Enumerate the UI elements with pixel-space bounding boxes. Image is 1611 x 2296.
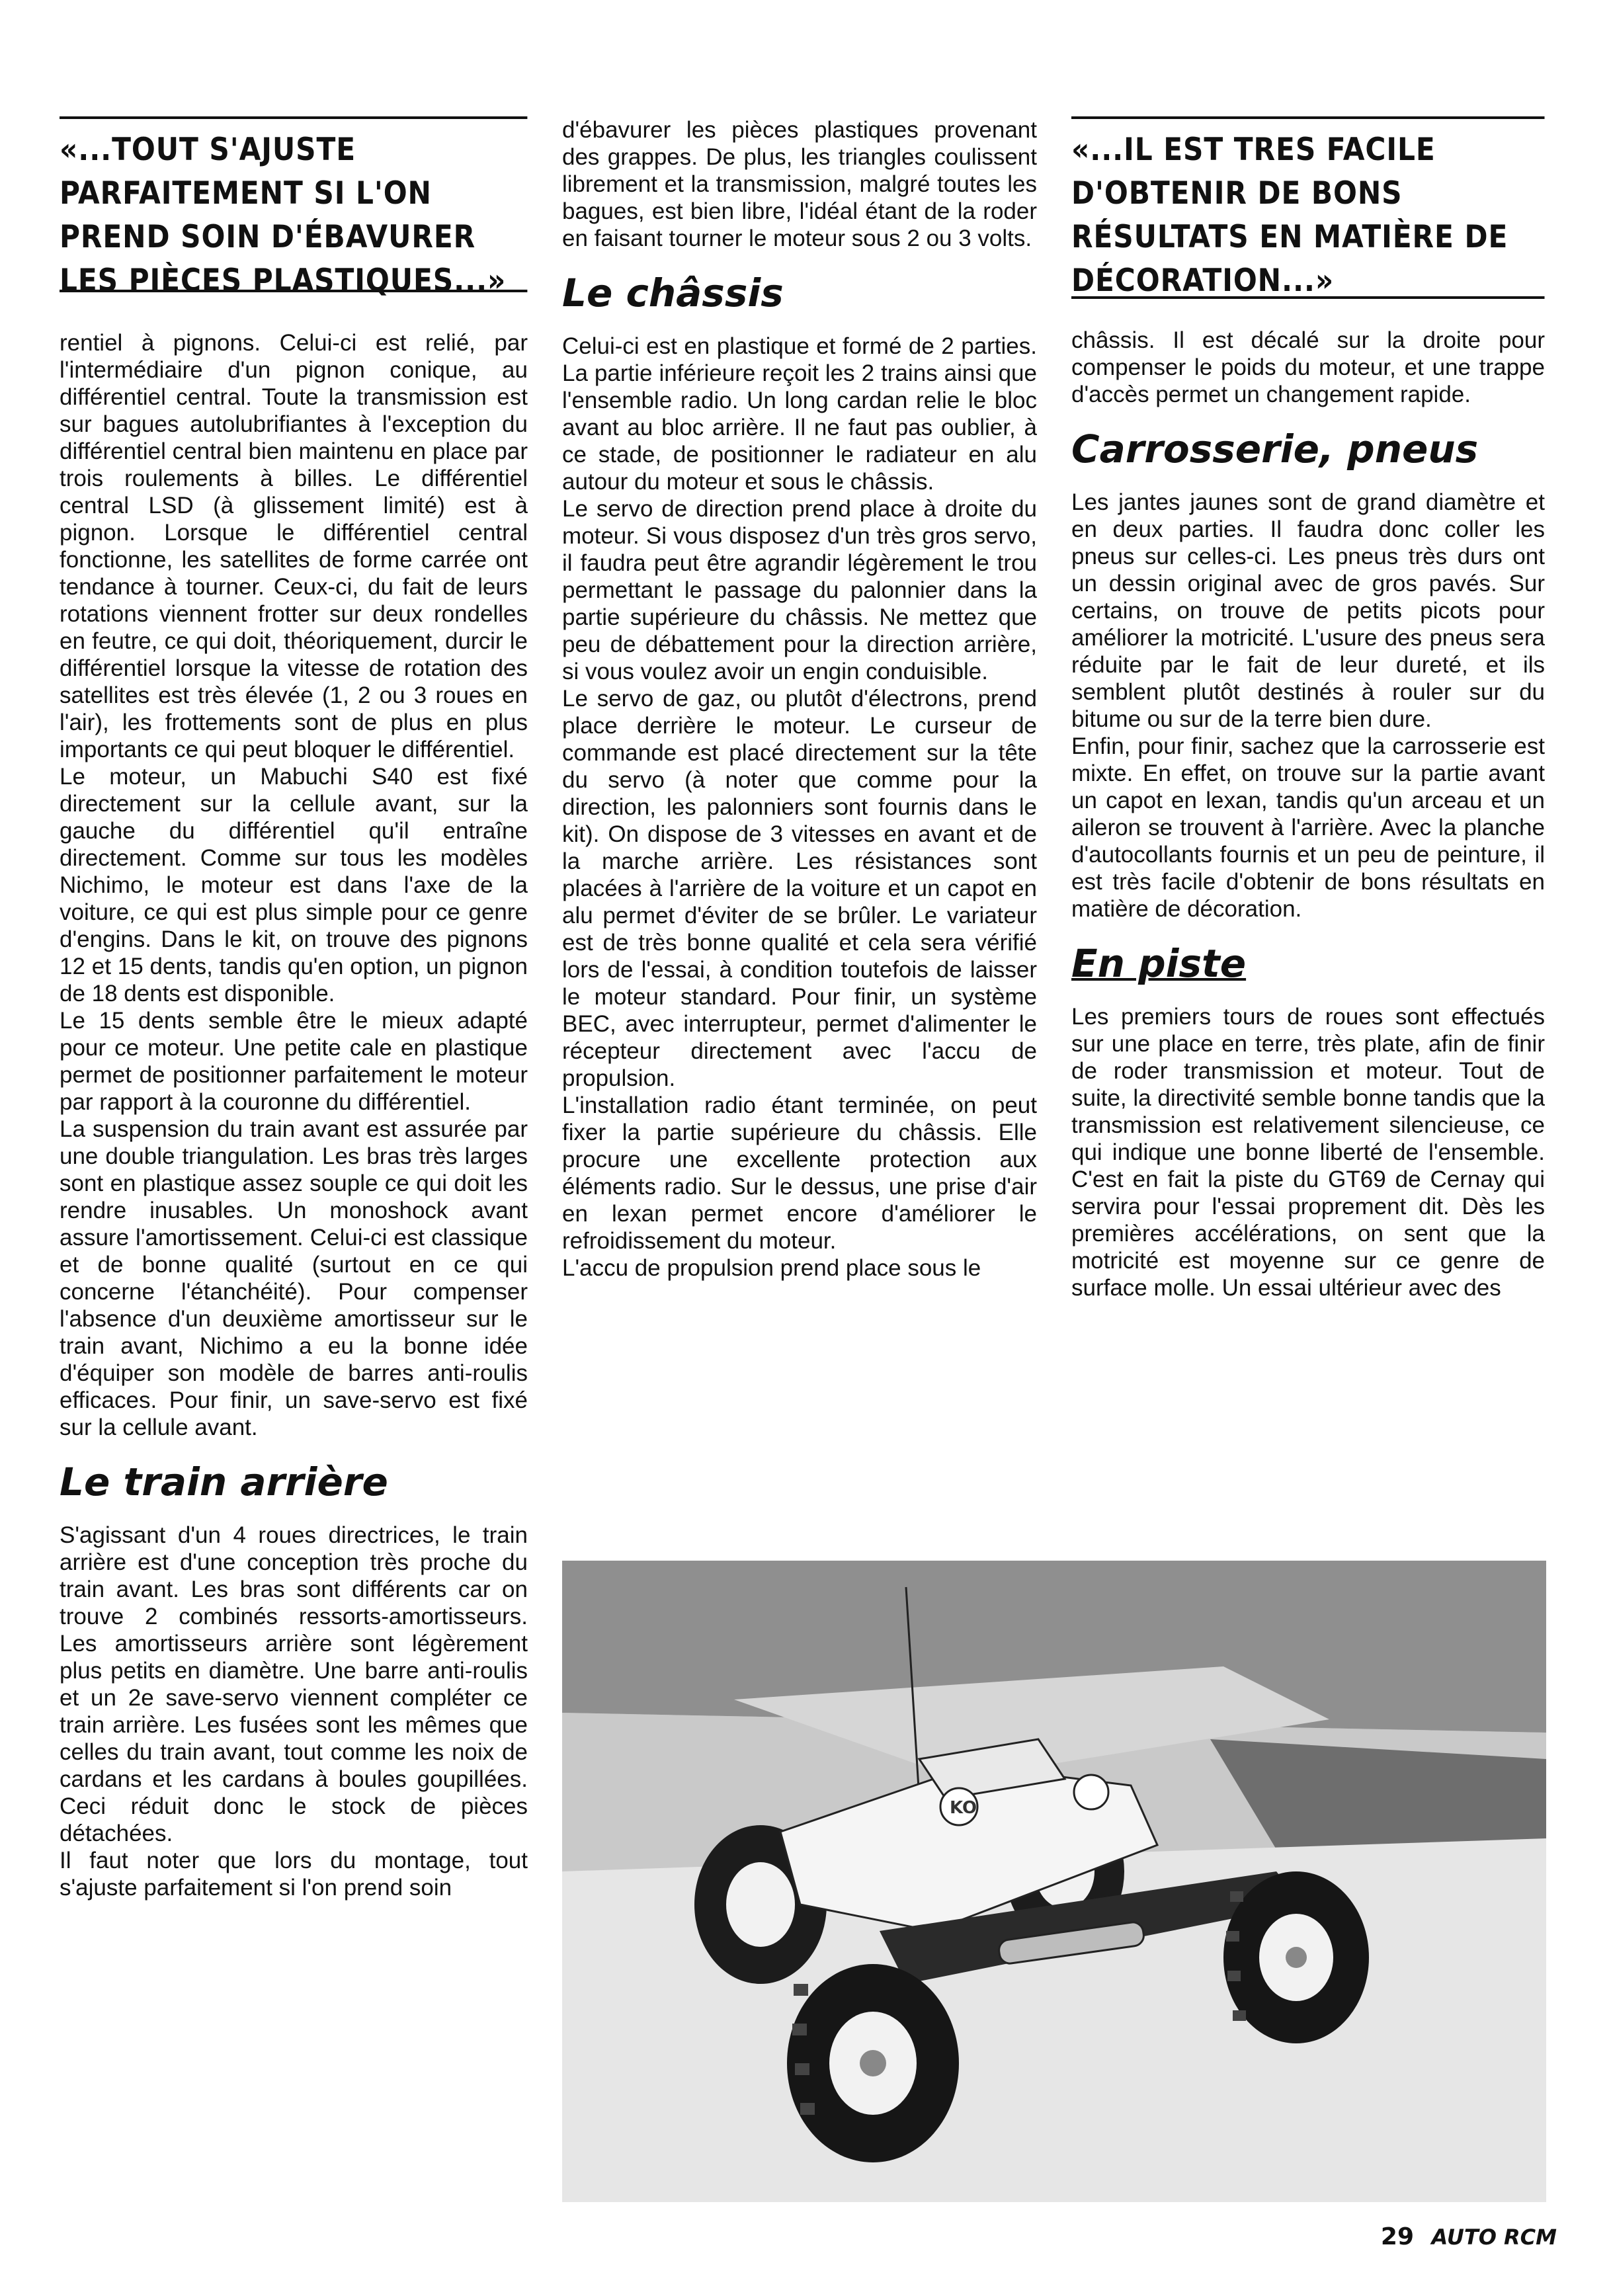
paragraph: L'accu de propulsion prend place sous le	[562, 1255, 981, 1281]
section-heading-en-piste: En piste	[1071, 941, 1247, 986]
paragraph: Il faut noter que lors du montage, tout s'ajuste parfaitement si l'on prend soin	[60, 1848, 528, 1901]
column-2	[562, 116, 1037, 1282]
paragraph: Le 15 dents semble être le mieux adapté pour ce moteur. Une petite cale en plastique permet de positionner parfaitement le moteur par rapport à la couronne du différentiel.	[60, 1008, 528, 1115]
paragraph: Les jantes jaunes sont de grand diamètre et en deux parties. Il faudra donc coller les pneus sur celles-ci. Les pneus très durs ont un dessin original avec de gros pavés. Sur certains, on trouve de petits picots pour améliorer la motricité. L'usure des pneus sera réduite par le fait de leur dureté, et ils semblent plutôt destinés à rouler sur du bitume ou sur de la terre bien dure.	[1071, 489, 1545, 732]
paragraph: Le servo de direction prend place à droite du moteur. Si vous disposez d'un très gros servo, il faudra peut être agrandir légèrement le trou permettant le passage du palonnier dans la partie supérieure du châssis. Ne mettez que peu de débattement pour la direction arrière, si vous voulez avoir un engin conduisible.	[562, 496, 1037, 684]
paragraph: S'agissant d'un 4 roues directrices, le train arrière est d'une conception très proche du train avant. Les bras sont différents car on trouve 2 combinés ressorts-amortisseurs. Les amortisseurs arrière sont légèrement plus petits en diamètre. Une barre anti-roulis et un 2e save-servo viennent compléter ce train arrière. Les fusées sont les mêmes que celles du train avant, tout comme les noix de cardans et les cardans à boules goupillées. Ceci réduit donc le stock de pièces détachées.	[60, 1522, 528, 1846]
section-heading-chassis: Le châssis	[562, 270, 784, 315]
paragraph: Celui-ci est en plastique et formé de 2 parties. La partie inférieure reçoit les 2 trains ainsi que l'ensemble radio. Un long cardan relie le bloc avant au bloc arrière. Il ne faut pas oublier, à ce stade, de positionner le radiateur en alu autour du moteur et sous le châssis.	[562, 333, 1037, 495]
page-footer	[1381, 2223, 1557, 2250]
paragraph: Le moteur, un Mabuchi S40 est fixé directement sur la cellule avant, sur la gauche du différentiel qu'il entraîne directement. Comme sur tous les modèles Nichimo, le moteur est dans l'axe de la voiture, ce qui est plus simple pour ce genre d'engins. Dans le kit, on trouve des pignons 12 et 15 dents, tandis qu'en option, un pignon de 18 dents est disponible.	[60, 764, 528, 1006]
column-3	[1071, 116, 1545, 1301]
paragraph: rentiel à pignons. Celui-ci est relié, par l'intermédiaire d'un pignon conique, au différentiel central. Toute la transmission est sur bagues autolubrifiantes à l'exception du différentiel central bien maintenu en place par trois roulements à billes. Le différentiel central LSD (à glissement limité) est à pignon. Lorsque le différentiel central fonctionne, les satellites de forme carrée ont tendance à tourner. Ceux-ci, du fait de leurs rotations viennent frotter sur deux rondelles en feutre, ce qui doit, théoriquement, durcir le différentiel lorsque la vitesse de rotation des satellites est très élevée (1, 2 ou 3 roues en l'air), les frottements sont de plus en plus importants ce qui peut bloquer le différentiel.	[60, 330, 528, 762]
rc-car-illustration	[562, 1561, 1546, 2202]
paragraph: La suspension du train avant est assurée par une double triangulation. Les bras très larges sont en plastique assez souple ce qui doit les rendre inusables. Un monoshock avant assure l'amortissement. Celui-ci est classique et de bonne qualité (surtout en ce qui concerne l'étanchéité). Pour compenser l'absence d'un deuxième amortisseur sur le train avant, Nichimo a eu la bonne idée d'équiper son modèle de barres anti-roulis efficaces. Pour finir, un save-servo est fixé sur la cellule avant.	[60, 1116, 528, 1440]
paragraph: Le servo de gaz, ou plutôt d'électrons, prend place derrière le moteur. Le curseur de commande est placé directement sur la tête du servo (à noter que comme pour la direction, les palonniers sont fournis dans le kit). On dispose de 3 vitesses en avant et de la marche arrière. Les résistances sont placées à l'arrière de la voiture et un capot en alu permet d'éviter de se brûler. Le variateur est de très bonne qualité et cela sera vérifié lors de l'essai, à condition toutefois de laisser le moteur standard. Pour finir, un système BEC, avec interrupteur, permet d'alimenter le récepteur directement avec l'accu de propulsion.	[562, 686, 1037, 1091]
paragraph: L'installation radio étant terminée, on peut fixer la partie supérieure du châssis. Elle procure une excellente protection aux éléments radio. Sur le dessus, une prise d'air en lexan permet encore d'améliorer le refroidissement du moteur.	[562, 1092, 1037, 1254]
section-heading-carrosserie: Carrosserie, pneus	[1071, 427, 1479, 472]
paragraph: d'ébavurer les pièces plastiques provenant des grappes. De plus, les triangles coulissent librement et la transmission, malgré toutes les bagues, est bien libre, l'idéal étant de la roder en faisant tourner le moteur sous 2 ou 3 volts.	[562, 117, 1037, 251]
magazine-name: AUTO RCM	[1431, 2225, 1557, 2250]
pull-quote-2: «...IL EST TRES FACILE D'OBTENIR DE BONS RÉSULTATS EN MATIÈRE DE DÉCORATION...»	[1071, 116, 1544, 299]
pull-quote-1: «...TOUT S'AJUSTE PARFAITEMENT SI L'ON PREND SOIN D'ÉBAVURER LES PIÈCES PLASTIQUES...»	[60, 116, 527, 292]
rc-car-photo	[562, 1561, 1546, 2202]
page-number: 29	[1380, 2223, 1414, 2250]
paragraph: Enfin, pour finir, sachez que la carrosserie est mixte. En effet, on trouve sur la partie avant un capot en lexan, tandis qu'un arceau et un aileron se trouvent à l'arrière. Avec la planche d'autocollants fournis et un peu de peinture, il est très facile d'obtenir de bons résultats en matière de décoration.	[1071, 733, 1545, 922]
badge-text: KO	[950, 1798, 977, 1818]
paragraph: châssis. Il est décalé sur la droite pour compenser le poids du moteur, et une trappe d'accès permet un changement rapide.	[1071, 327, 1545, 407]
paragraph: Les premiers tours de roues sont effectués sur une place en terre, très plate, afin de finir de roder transmission et moteur. Tout de suite, la directivité semble bonne tandis que la transmission est relativement silencieuse, ce qui indique une bonne liberté de l'ensemble. C'est en fait la piste du GT69 de Cernay qui servira pour l'essai proprement dit. Dès les premières accélérations, on sent que la motricité est moyenne sur ce genre de surface molle. Un essai ultérieur avec des	[1071, 1004, 1545, 1301]
section-heading-train-arriere: Le train arrière	[60, 1459, 388, 1504]
column-1	[60, 116, 528, 1901]
